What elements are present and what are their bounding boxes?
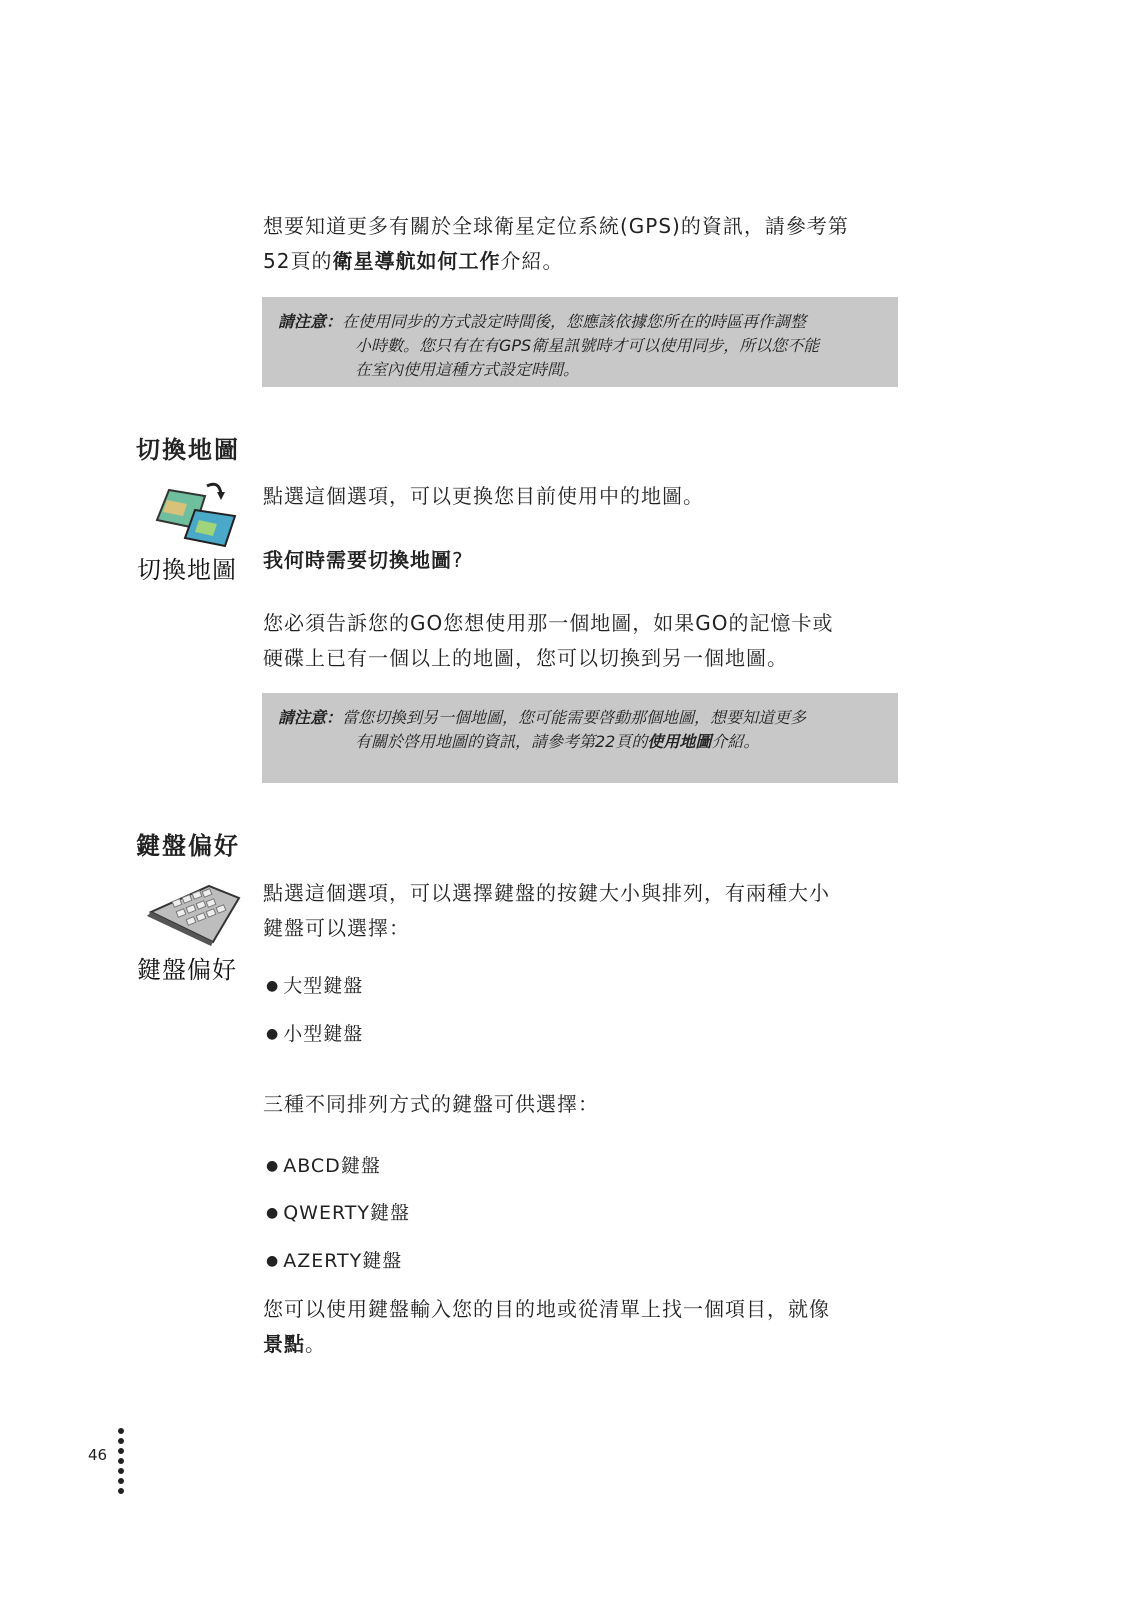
note-1-line-1 xyxy=(278,310,880,334)
keyboard-pref-icon-block xyxy=(137,880,255,984)
note-label: 請注意： xyxy=(278,708,343,727)
list-item-text: QWERTY鍵盤 xyxy=(283,1202,410,1224)
intro-line-1: 想要知道更多有關於全球衛星定位系統(GPS)的資訊，請參考第 xyxy=(263,214,849,238)
intro-line-2-post: 介紹。 xyxy=(500,249,564,273)
switch-map-body xyxy=(263,606,833,676)
intro-paragraph xyxy=(263,209,849,279)
note-2-text-1: 當您切換到另一個地圖，您可能需要啓動那個地圖，想要知道更多 xyxy=(342,708,807,727)
keyboard-pref-desc-line-1: 點選這個選項，可以選擇鍵盤的按鍵大小與排列，有兩種大小 xyxy=(263,881,830,905)
note-2-link-use-map: 使用地圖 xyxy=(647,732,712,751)
keyboard-outro xyxy=(263,1292,830,1362)
switch-map-icon-label: 切換地圖 xyxy=(137,556,237,584)
keyboard-outro-link-poi: 景點 xyxy=(263,1332,305,1356)
bullet-icon: ● xyxy=(266,1158,280,1174)
bullet-icon: ● xyxy=(266,1205,280,1221)
switch-map-body-line-1: 您必須告訴您的GO您想使用那一個地圖，如果GO的記憶卡或 xyxy=(263,611,834,635)
note-1-text-3: 在室內使用這種方式設定時間。 xyxy=(355,360,580,379)
list-item-text: 大型鍵盤 xyxy=(283,975,364,997)
keyboard-pref-icon-label: 鍵盤偏好 xyxy=(137,956,237,984)
list-item-text: AZERTY鍵盤 xyxy=(283,1250,403,1272)
intro-line-2-pre: 52頁的 xyxy=(263,249,333,273)
note-label: 請注意： xyxy=(278,312,343,331)
bullet-icon: ● xyxy=(266,978,280,994)
switch-map-question-text: 我何時需要切換地圖 xyxy=(263,548,452,572)
note-2-text-2-pre: 有關於啓用地圖的資訊，請參考第22頁的 xyxy=(355,732,648,751)
bullet-icon: ● xyxy=(266,1026,280,1042)
list-item-size-large xyxy=(266,971,363,998)
switch-map-question xyxy=(263,543,464,578)
keyboard-outro-post: 。 xyxy=(305,1332,326,1356)
page-number: 46 xyxy=(88,1446,108,1464)
switch-map-icon xyxy=(147,480,247,548)
note-box-time-sync xyxy=(262,297,898,387)
switch-map-question-mark: ? xyxy=(452,548,464,572)
switch-map-body-line-2: 硬碟上已有一個以上的地圖，您可以切換到另一個地圖。 xyxy=(263,646,788,670)
keyboard-outro-line-2 xyxy=(263,1327,830,1362)
list-item-layout-qwerty xyxy=(266,1198,410,1225)
list-item-text: ABCD鍵盤 xyxy=(283,1155,381,1177)
list-item-layout-abcd xyxy=(266,1151,381,1178)
section-heading-keyboard-pref: 鍵盤偏好 xyxy=(136,832,240,860)
keyboard-pref-desc-line-2: 鍵盤可以選擇： xyxy=(263,916,410,940)
list-item-text: 小型鍵盤 xyxy=(283,1023,364,1045)
note-1-text-2: 小時數。您只有在有GPS衛星訊號時才可以使用同步，所以您不能 xyxy=(355,336,820,355)
keyboard-pref-desc xyxy=(263,876,830,946)
intro-line-2 xyxy=(263,244,849,279)
intro-link-gps-how: 衛星導航如何工作 xyxy=(332,249,501,273)
switch-map-icon-block xyxy=(137,480,255,584)
bullet-icon: ● xyxy=(266,1253,280,1269)
keyboard-layouts-intro: 三種不同排列方式的鍵盤可供選擇： xyxy=(263,1092,599,1116)
note-2-line-1 xyxy=(278,706,880,730)
page-margin-dots xyxy=(118,1428,126,1498)
note-1-text-1: 在使用同步的方式設定時間後，您應該依據您所在的時區再作調整 xyxy=(342,312,807,331)
note-2-line-2 xyxy=(278,730,880,754)
note-2-text-2-post: 介紹。 xyxy=(711,732,760,751)
section-heading-switch-map: 切換地圖 xyxy=(136,436,240,464)
list-item-layout-azerty xyxy=(266,1246,402,1273)
keyboard-icon xyxy=(143,882,243,946)
list-item-size-small xyxy=(266,1019,363,1046)
note-box-activate-map xyxy=(262,693,898,783)
switch-map-desc: 點選這個選項，可以更換您目前使用中的地圖。 xyxy=(263,484,704,508)
keyboard-outro-line-1: 您可以使用鍵盤輸入您的目的地或從清單上找一個項目，就像 xyxy=(263,1297,830,1321)
